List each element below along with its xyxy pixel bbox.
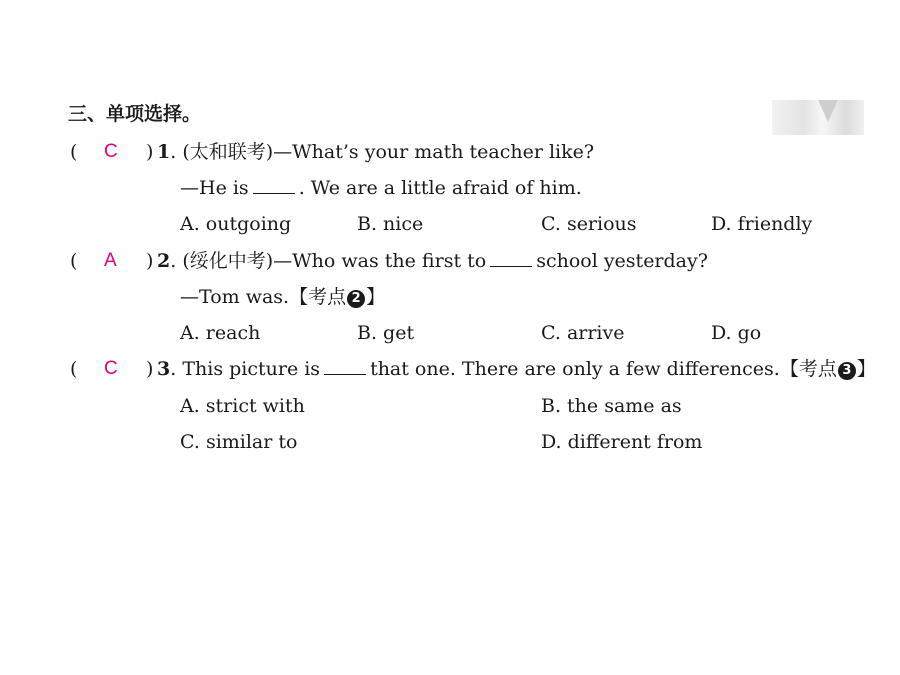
question-line-2: [180, 284, 385, 310]
corner-decoration: [772, 100, 864, 135]
answer-paren-close: ): [146, 141, 154, 163]
option-b: B. the same as: [541, 395, 682, 417]
question-stem: [157, 356, 876, 382]
option-a: A. strict with: [180, 395, 305, 417]
answer-paren-open: (: [70, 250, 78, 272]
question-number: 2: [157, 250, 171, 272]
question-dot: .: [170, 358, 177, 380]
question-stem: [157, 248, 708, 274]
question-text: —What’s your math teacher like?: [273, 141, 595, 163]
question-stem: [157, 139, 594, 165]
question-text: This picture is: [182, 358, 321, 380]
question-text-end: school yesterday?: [536, 250, 708, 272]
question-number: 3: [157, 358, 171, 380]
answer-letter: C: [104, 358, 118, 379]
answer-blank: [490, 248, 532, 267]
option-d: D. go: [711, 322, 762, 344]
option-b: B. nice: [357, 213, 424, 235]
option-c: C. similar to: [180, 431, 298, 453]
kaodian-label: 【考点: [779, 358, 837, 380]
answer-paren-close: ): [146, 358, 154, 380]
option-d: D. friendly: [711, 213, 813, 235]
option-a: A. reach: [180, 322, 261, 344]
option-d: D. different from: [541, 431, 703, 453]
answer-blank: [324, 356, 366, 375]
kaodian-label-end: 】: [856, 358, 876, 380]
reply-text-end: . We are a little afraid of him.: [298, 177, 582, 199]
answer-blank: [253, 175, 295, 194]
question-source: (太和联考): [182, 141, 274, 163]
option-c: C. serious: [541, 213, 637, 235]
question-dot: .: [170, 141, 177, 163]
reply-text-start: —He is: [180, 177, 249, 199]
answer-letter: C: [104, 141, 118, 162]
answer-paren-open: (: [70, 141, 78, 163]
answer-paren-open: (: [70, 358, 78, 380]
option-c: C. arrive: [541, 322, 625, 344]
question-number: 1: [157, 141, 171, 163]
answer-letter: A: [104, 250, 117, 271]
question-line-2: [180, 175, 582, 201]
answer-paren-close: ): [146, 250, 154, 272]
option-b: B. get: [357, 322, 415, 344]
kaodian-label-end: 】: [366, 286, 386, 308]
kaodian-number-badge: 2: [347, 290, 365, 308]
question-text: —Who was the first to: [273, 250, 487, 272]
section-title: 三、单项选择。: [68, 103, 202, 125]
option-a: A. outgoing: [180, 213, 292, 235]
kaodian-number-badge: 3: [838, 362, 856, 380]
question-source: (绥化中考): [182, 250, 274, 272]
reply-text-start: —Tom was.: [180, 286, 290, 308]
question-text-end: that one. There are only a few differences.: [370, 358, 780, 380]
kaodian-label: 【考点: [289, 286, 347, 308]
question-dot: .: [170, 250, 177, 272]
